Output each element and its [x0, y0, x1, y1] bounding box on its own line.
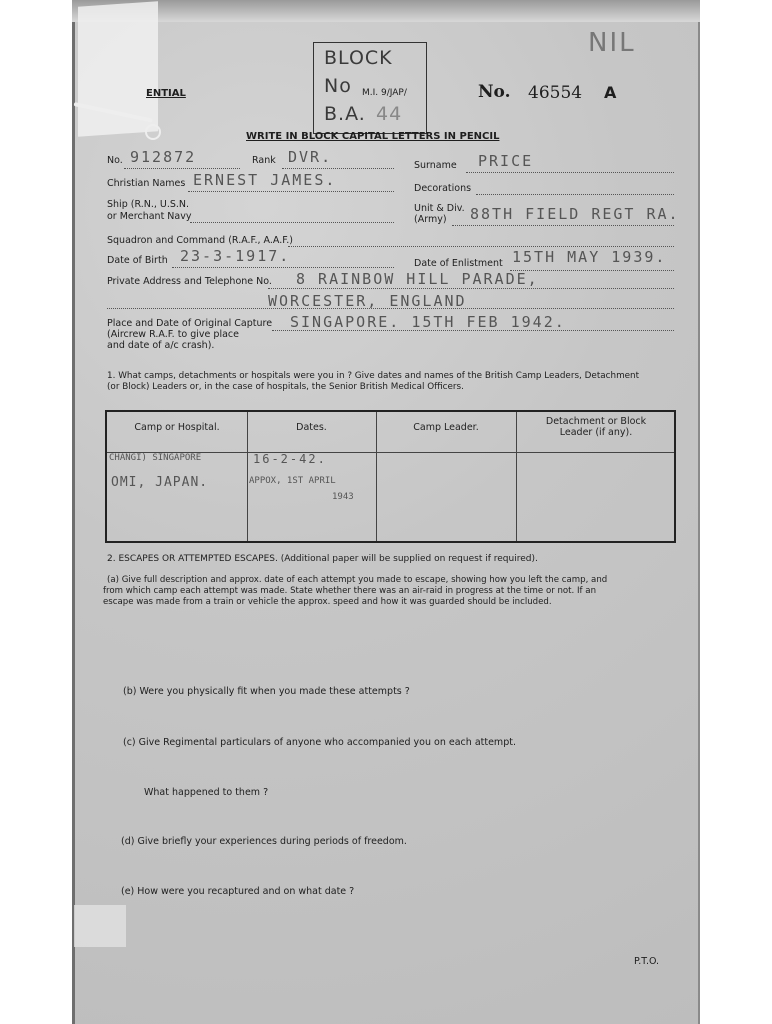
squadron-label: Squadron and Command (R.A.F., A.A.F.) [107, 235, 293, 246]
col-header-dates: Dates. [296, 422, 327, 433]
row2-camp[interactable]: OMI, JAPAN. [111, 475, 209, 490]
surname-label: Surname [414, 160, 457, 171]
question2c-followup: What happened to them ? [144, 787, 269, 798]
question2a-line2: from which camp each attempt was made. State whether there was an air-raid in progress at the time or not. If an [103, 586, 597, 596]
number-label: No. [478, 82, 511, 102]
classification-label: ENTIAL [146, 88, 186, 99]
christian-names-label: Christian Names [107, 178, 186, 189]
unit-dotted-line [452, 225, 674, 226]
enlistment-label: Date of Enlistment [414, 258, 503, 269]
unit-value[interactable]: 88TH FIELD REGT RA. [470, 205, 680, 223]
unit-label-line1: Unit & Div. [414, 203, 465, 214]
row1-camp[interactable]: CHANGI) SINGAPORE [109, 453, 202, 463]
christian-names-dotted-line [188, 191, 394, 192]
no-value[interactable]: 912872 [130, 148, 197, 166]
question2-heading: 2. ESCAPES OR ATTEMPTED ESCAPES. (Additional paper will be supplied on request if required). [107, 554, 538, 564]
address-dotted-line-1 [268, 288, 674, 289]
row2-dates[interactable]: APPOX, 1ST APRIL [249, 476, 336, 486]
christian-names-value[interactable]: ERNEST JAMES. [193, 171, 337, 189]
form-number: 46554 [528, 83, 583, 103]
rank-dotted-line [282, 168, 394, 169]
col-header-block-leader-line2: Leader (if any). [559, 427, 633, 438]
enlistment-value[interactable]: 15TH MAY 1939. [512, 248, 667, 266]
pto-label: P.T.O. [634, 956, 660, 967]
stamp-ba: B.A. [324, 103, 366, 125]
capture-label-line1: Place and Date of Original Capture [107, 318, 273, 329]
no-label: No. [107, 155, 123, 166]
question2a-line1: (a) Give full description and approx. date of each attempt you made to escape, showing how you left the camp, and [107, 575, 608, 585]
col-header-camp-leader: Camp Leader. [413, 422, 479, 433]
no-dotted-line [124, 168, 240, 169]
address-label: Private Address and Telephone No. [107, 276, 272, 287]
question2a-line3: escape was made from a train or vehicle the approx. speed and how it was guarded should be included. [103, 597, 552, 607]
capture-value[interactable]: SINGAPORE. 15TH FEB 1942. [290, 313, 566, 331]
question1-line2: (or Block) Leaders or, in the case of hospitals, the Senior British Medical Officers. [107, 382, 464, 392]
rank-label: Rank [252, 155, 276, 166]
instruction-heading: WRITE IN BLOCK CAPITAL LETTERS IN PENCIL [246, 131, 500, 142]
decorations-label: Decorations [414, 183, 472, 194]
folded-top-edge [72, 0, 700, 22]
col-header-camp: Camp or Hospital. [134, 422, 220, 433]
tag-ring [145, 124, 161, 140]
camps-table [105, 410, 676, 543]
rank-value[interactable]: DVR. [288, 148, 333, 166]
capture-label-line3: and date of a/c crash). [107, 340, 215, 351]
stamp-block: BLOCK [324, 47, 393, 69]
dob-dotted-line [172, 267, 394, 268]
col-header-block-leader-line1: Detachment or Block [545, 416, 647, 427]
question1-line1: 1. What camps, detachments or hospitals were you in ? Give dates and names of the British Camp Leaders, Detachment [107, 371, 640, 381]
tape-strip-bottom [74, 905, 126, 947]
corner-note: NIL [588, 28, 636, 58]
stamp-handwritten-value: 44 [376, 103, 403, 125]
decorations-dotted-line [476, 194, 674, 195]
dob-label: Date of Birth [107, 255, 168, 266]
ship-label-line1: Ship (R.N., U.S.N. [107, 199, 190, 210]
question2b: (b) Were you physically fit when you made these attempts ? [123, 686, 410, 697]
form-series: A [604, 83, 617, 102]
row1-dates[interactable]: 16-2-42. [253, 452, 327, 466]
address-line1-value[interactable]: 8 RAINBOW HILL PARADE, [296, 270, 539, 288]
capture-label-line2: (Aircrew R.A.F. to give place [107, 329, 239, 340]
ship-label-line2: or Merchant Navy [107, 211, 192, 222]
stamp-no: No [324, 75, 352, 97]
question2d: (d) Give briefly your experiences during periods of freedom. [121, 836, 407, 847]
unit-label-line2: (Army) [414, 214, 447, 225]
reference-prefix: M.I. 9/JAP/ [362, 88, 407, 98]
address-line2-value[interactable]: WORCESTER, ENGLAND [268, 292, 467, 310]
col-header-block-leader [516, 412, 676, 452]
surname-dotted-line [466, 172, 674, 173]
dob-value[interactable]: 23-3-1917. [180, 247, 291, 265]
squadron-dotted-line [288, 246, 674, 247]
ship-dotted-line [190, 222, 394, 223]
row2-dates-cont[interactable]: 1943 [332, 492, 354, 502]
question2e: (e) How were you recaptured and on what date ? [121, 886, 355, 897]
question2c: (c) Give Regimental particulars of anyone who accompanied you on each attempt. [123, 737, 516, 748]
surname-value[interactable]: PRICE [478, 152, 534, 170]
